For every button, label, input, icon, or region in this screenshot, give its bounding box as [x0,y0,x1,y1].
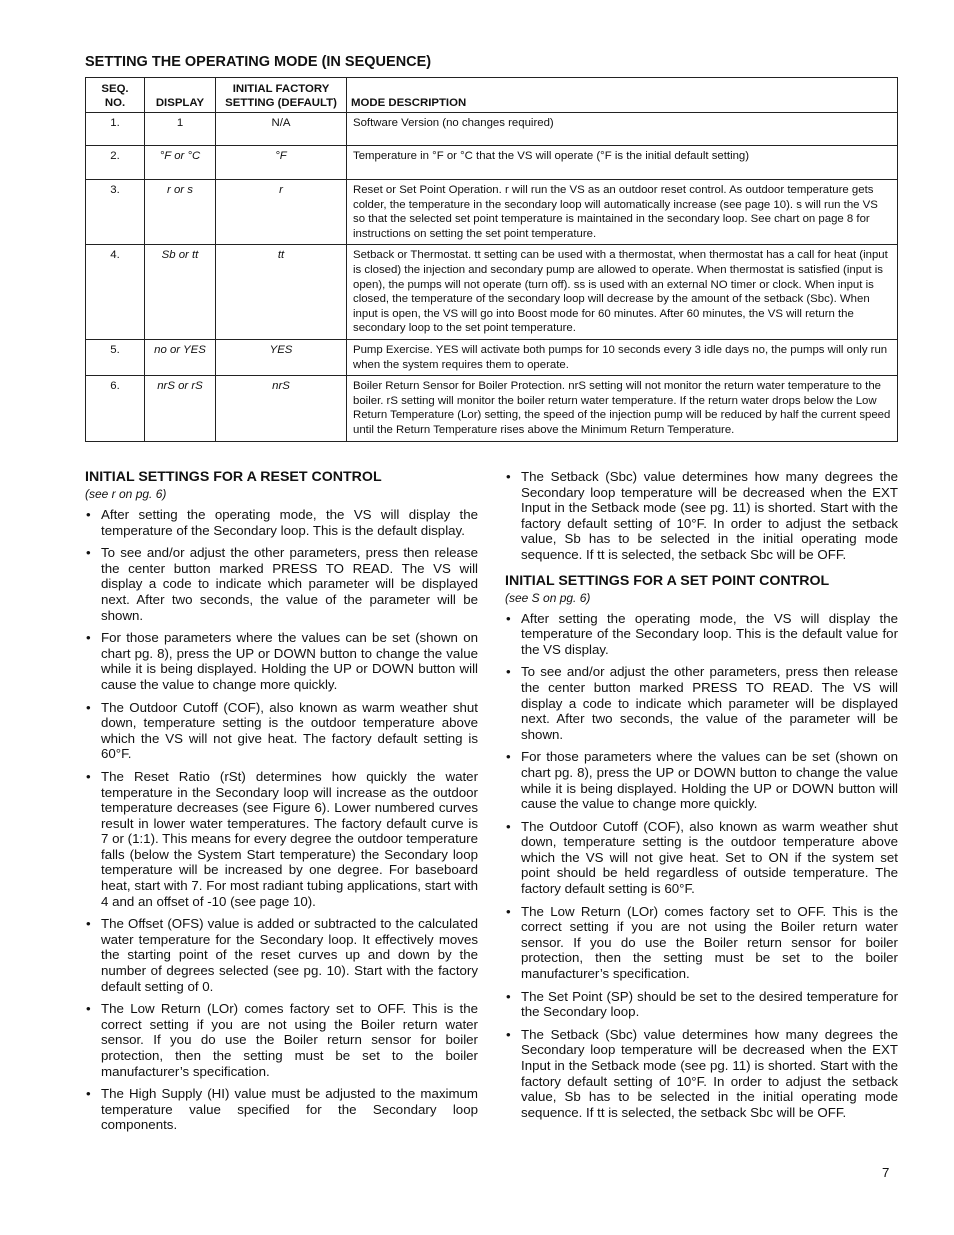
row-seq: 5. [86,339,145,375]
list-item: • The Low Return (LOr) comes factory set to OFF. This is the correct setting if you are not using the Boiler return water sensor. If you do use the Boiler return sensor for boiler protection, then the setting must be set to the boiler manufacturer’s specification. [85,1001,478,1079]
reset-section-subheading: (see r on pg. 6) [85,487,167,501]
operating-mode-table [85,77,898,442]
table-row [86,245,898,340]
row-default: r [216,180,347,245]
reset-control-column [85,469,478,1140]
setpoint-section-heading: INITIAL SETTINGS FOR A SET POINT CONTROL [505,572,830,589]
row-seq: 6. [86,376,145,441]
reset-bullet-list [85,507,478,1133]
list-item: • For those parameters where the values can be set (shown on chart pg. 8), press the UP or DOWN button to change the value while it is being displayed. Holding the UP or DOWN button will cause the value to change more quickly. [505,749,898,811]
row-display: r or s [145,180,216,245]
list-item: • The Low Return (LOr) comes factory set to OFF. This is the correct setting if you are not using the Boiler return water sensor. If you do use the Boiler return sensor for boiler protection, then the setting must be set to the boiler manufacturer’s specification. [505,904,898,982]
table-header-row [86,78,898,113]
row-seq: 1. [86,113,145,146]
table-row [86,146,898,180]
reset-section-heading: INITIAL SETTINGS FOR A RESET CONTROL [85,469,382,485]
row-display: °F or °C [145,146,216,180]
row-display: 1 [145,113,216,146]
list-item: • To see and/or adjust the other parameters, press then release the center button marked PRESS TO READ. The VS will display a code to indicate which parameter will be displayed next. After two seconds, the value of the parameter will be shown. [505,664,898,742]
header-mode-description: MODE DESCRIPTION [347,78,898,113]
header-display: DISPLAY [145,78,216,113]
row-default: N/A [216,113,347,146]
header-seq: SEQ. NO. [86,78,145,113]
row-seq: 2. [86,146,145,180]
row-display: Sb or tt [145,245,216,340]
row-default: °F [216,146,347,180]
page-number: 7 [882,1165,890,1180]
setpoint-section-subheading: (see S on pg. 6) [505,590,591,605]
list-item: • The Reset Ratio (rSt) determines how quickly the water temperature in the Secondary loop will increase as the outdoor temperature decreases (see Figure 6). Lower numbered curves result in lower water temperatures. The factory default curve is 7 or (1:1). This means for every degree the outdoor temperature falls (below the System Start temperature) the Secondary loop temperature will be increased by one degree. For baseboard heat, start with 7. For most radiant tubing applications, start with 4 and an offset of -10 (see page 10). [85,769,478,909]
list-item: • The Outdoor Cutoff (COF), also known as warm weather shut down, temperature setting is the outdoor temperature above which the VS will not give heat. The factory default setting is 60°F. [85,700,478,762]
list-item: • The Setback (Sbc) value determines how many degrees the Secondary loop temperature will be decreased when the EXT Input in the Setback mode (see pg. 11) is shorted. Start with the factory default setting of 10°F. In order to adjust the setback value, Sb has to be selected in the initial operating mode sequence. If tt is selected, the setback Sbc will be OFF. [505,1027,898,1121]
row-default: tt [216,245,347,340]
table-row [86,339,898,375]
row-default: YES [216,339,347,375]
list-item: • The Setback (Sbc) value determines how many degrees the Secondary loop temperature will be decreased when the EXT Input in the Setback mode (see pg. 11) is shorted. Start with the factory default setting of 10°F. In order to adjust the setback value, Sb has to be selected in the initial operating mode sequence. If tt is selected, the setback Sbc will be OFF. [505,469,898,563]
row-display: no or YES [145,339,216,375]
list-item: • To see and/or adjust the other parameters, press then release the center button marked PRESS TO READ. The VS will display a code to indicate which parameter will be displayed next. After two seconds, the value of the parameter will be shown. [85,545,478,623]
table-row [86,180,898,245]
page-title: SETTING THE OPERATING MODE (IN SEQUENCE) [85,54,432,70]
list-item: • The Set Point (SP) should be set to the desired temperature for the Secondary loop. [505,989,898,1020]
row-seq: 3. [86,180,145,245]
row-description: Software Version (no changes required) [347,113,898,146]
row-description: Temperature in °F or °C that the VS will operate (°F is the initial default setting) [347,146,898,180]
list-item: • The Outdoor Cutoff (COF), also known as warm weather shut down, temperature setting is the outdoor temperature above which the VS will not give heat. Set to ON if the system set point should be held regardless of outside temperature. The factory default setting is 60°F. [505,819,898,897]
list-item: • The Offset (OFS) value is added or subtracted to the calculated water temperature for the Secondary loop. It effectively moves the starting point of the reset curves up and down by the number of degrees selected (see pg. 10). Start with the factory default setting of 0. [85,916,478,994]
row-display: nrS or rS [145,376,216,441]
list-item: • After setting the operating mode, the VS will display the temperature of the Secondary loop. This is the default value for the VS display. [505,611,898,658]
row-description: Boiler Return Sensor for Boiler Protection. nrS setting will not monitor the return water temperature to the boiler. rS setting will monitor the boiler return water temperature. If the return water drops below the Low Return Temperature (Lor) setting, the speed of the injection pump will be reduced by half the current speed until the Return Temperature rises above the Minimum Return Temperature. [347,376,898,441]
list-item: • The High Supply (HI) value must be adjusted to the maximum temperature value specified for the Secondary loop components. [85,1086,478,1133]
row-description: Reset or Set Point Operation. r will run the VS as an outdoor reset control. As outdoor temperature gets colder, the temperature in the secondary loop will automatically increase (see page 10). s will run the VS so that the selected set point temperature is maintained in the secondary loop. See chart on page 8 for instructions on setting the set point temperature. [347,180,898,245]
table-row [86,376,898,441]
setback-bullet-list [505,469,898,563]
list-item: • After setting the operating mode, the VS will display the temperature of the Secondary loop. This is the default display. [85,507,478,538]
row-description: Pump Exercise. YES will activate both pumps for 10 seconds every 3 idle days no, the pumps will only run when the system requires them to operate. [347,339,898,375]
setpoint-bullet-list [505,611,898,1121]
row-description: Setback or Thermostat. tt setting can be used with a thermostat, when thermostat has a call for heat (input is closed) the injection and secondary pump are allowed to operate. When thermostat is satisfied (input is open), the pumps will not operate (turn off). ss is used with an external NO timer or clock. When input is closed, the temperature of the secondary loop will decrease by the amount of the setback (Sbc). When input is open, the VS will go into Boost mode for 60 minutes. After 60 minutes, the VS will return the secondary loop to the set point temperature. [347,245,898,340]
row-seq: 4. [86,245,145,340]
header-default: INITIAL FACTORY SETTING (DEFAULT) [216,78,347,113]
table-row [86,113,898,146]
row-default: nrS [216,376,347,441]
list-item: • For those parameters where the values can be set (shown on chart pg. 8), press the UP or DOWN button to change the value while it is being displayed. Holding the UP or DOWN button will cause the value to change more quickly. [85,630,478,692]
setpoint-control-column [505,469,898,1127]
